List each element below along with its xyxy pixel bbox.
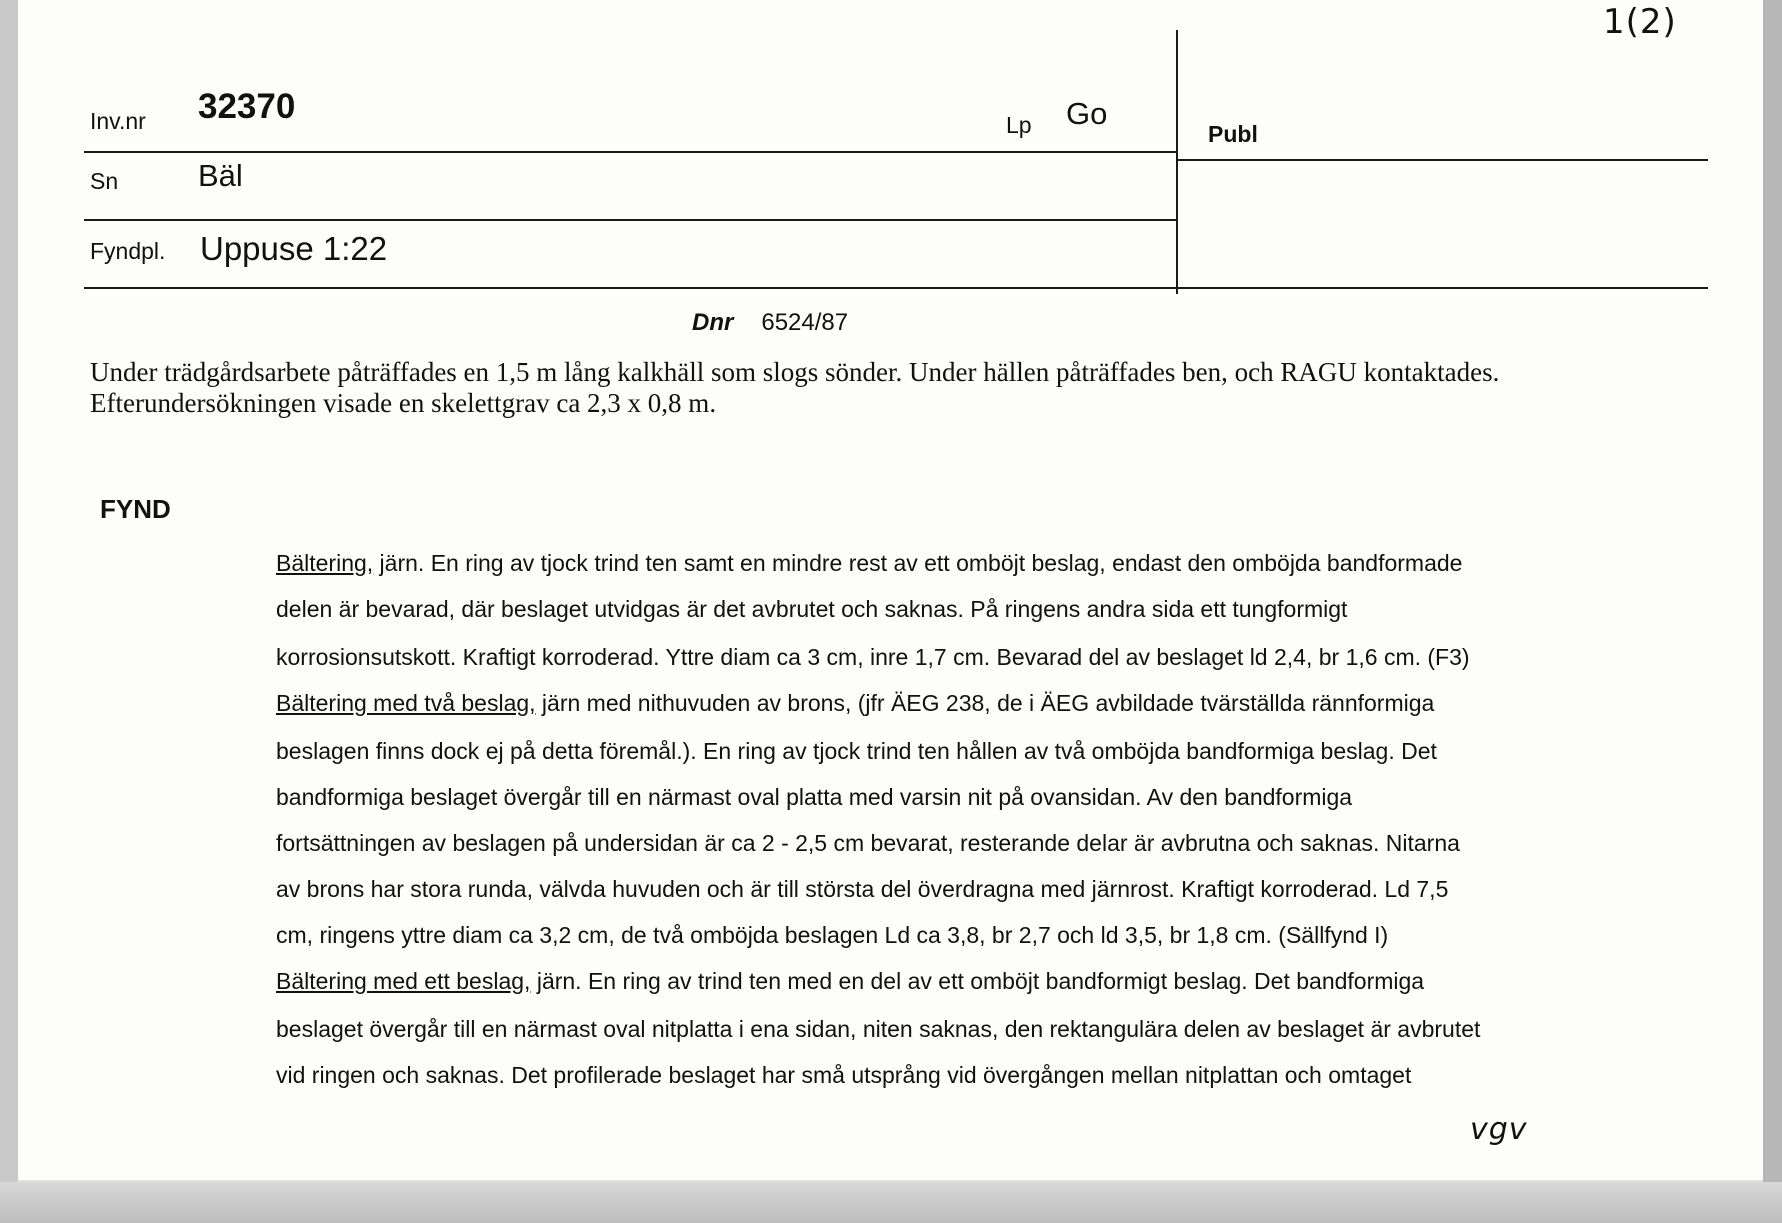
find-3-line-3: vid ringen och saknas. Det profilerade beslaget har små utsprång vid övergången mellan nitplattan och omtaget	[276, 1062, 1412, 1088]
invnr-value: 32370	[198, 87, 296, 126]
header-divider-vertical	[1176, 30, 1178, 294]
find-2-title: Bältering med två beslag,	[276, 690, 536, 716]
sn-label: Sn	[90, 168, 119, 194]
header-rule-1	[84, 151, 1176, 153]
sn-value: Bäl	[198, 158, 243, 193]
find-2-line-2: beslagen finns dock ej på detta föremål.). En ring av tjock trind ten hållen av två omböjda bandformiga beslag. Det	[276, 738, 1437, 764]
header-rule-2	[84, 219, 1176, 221]
lp-value: Go	[1066, 96, 1108, 131]
dnr-value: 6524/87	[761, 309, 849, 336]
find-1-line-1: Bältering, järn. En ring av tjock trind ten samt en mindre rest av ett omböjt beslag, endast den omböjda bandformade	[276, 550, 1463, 576]
find-1-title: Bältering,	[276, 550, 374, 576]
intro-line-2: Efterundersökningen visade en skelettgrav ca 2,3 x 0,8 m.	[90, 388, 717, 418]
page-mark: 1(2)	[1603, 2, 1677, 42]
lp-label: Lp	[1006, 112, 1032, 138]
find-2-line-5: av brons har stora runda, välvda huvuden och är till största del överdragna med järnrost. Kraftigt korroderad. Ld 7,5	[276, 876, 1449, 902]
find-1-line-3: korrosionsutskott. Kraftigt korroderad. Yttre diam ca 3 cm, inre 1,7 cm. Bevarad del av beslaget ld 2,4, br 1,6 cm. (F3)	[276, 644, 1470, 670]
find-3-line-2: beslaget övergår till en närmast oval nitplatta i ena sidan, niten saknas, den rektangulära delen av beslaget är avbrutet	[276, 1016, 1481, 1042]
fyndpl-label: Fyndpl.	[90, 238, 166, 264]
footer-mark: vgv	[1470, 1112, 1528, 1147]
find-2-line-1: Bältering med två beslag, järn med nithuvuden av brons, (jfr ÄEG 238, de i ÄEG avbildade tvärställda rännformiga	[276, 690, 1435, 716]
header-rule-3	[84, 287, 1708, 289]
dnr-label: Dnr	[692, 309, 734, 336]
scan-edge-right	[1763, 0, 1782, 1223]
scan-edge-bottom	[0, 1182, 1782, 1223]
intro-line-1: Under trädgårdsarbete påträffades en 1,5 m lång kalkhäll som slogs sönder. Under hällen påträffades ben, och RAGU kontaktades.	[90, 357, 1500, 387]
find-1-line-2: delen är bevarad, där beslaget utvidgas är det avbrutet och saknas. På ringens andra sida ett tungformigt	[276, 596, 1348, 622]
find-2-line-4: fortsättningen av beslagen på undersidan är ca 2 - 2,5 cm bevarat, resterande delar är avbrutna och saknas. Nitarna	[276, 830, 1460, 856]
find-2-line-6: cm, ringens yttre diam ca 3,2 cm, de två omböjda beslagen Ld ca 3,8, br 2,7 och ld 3,5, br 1,8 cm. (Sällfynd I)	[276, 922, 1389, 948]
publ-label: Publ	[1208, 121, 1258, 147]
find-3-title: Bältering med ett beslag,	[276, 968, 531, 994]
catalog-card	[18, 0, 1763, 1182]
fyndpl-value: Uppuse 1:22	[200, 230, 388, 267]
find-2-line-3: bandformiga beslaget övergår till en närmast oval platta med varsin nit på ovansidan. Av den bandformiga	[276, 784, 1353, 810]
section-title: FYND	[100, 494, 171, 524]
dnr-row	[692, 309, 848, 337]
publ-rule	[1178, 159, 1708, 161]
find-3-line-1: Bältering med ett beslag, järn. En ring av trind ten med en del av ett omböjt bandformigt beslag. Det bandformiga	[276, 968, 1425, 994]
invnr-label: Inv.nr	[90, 108, 146, 134]
